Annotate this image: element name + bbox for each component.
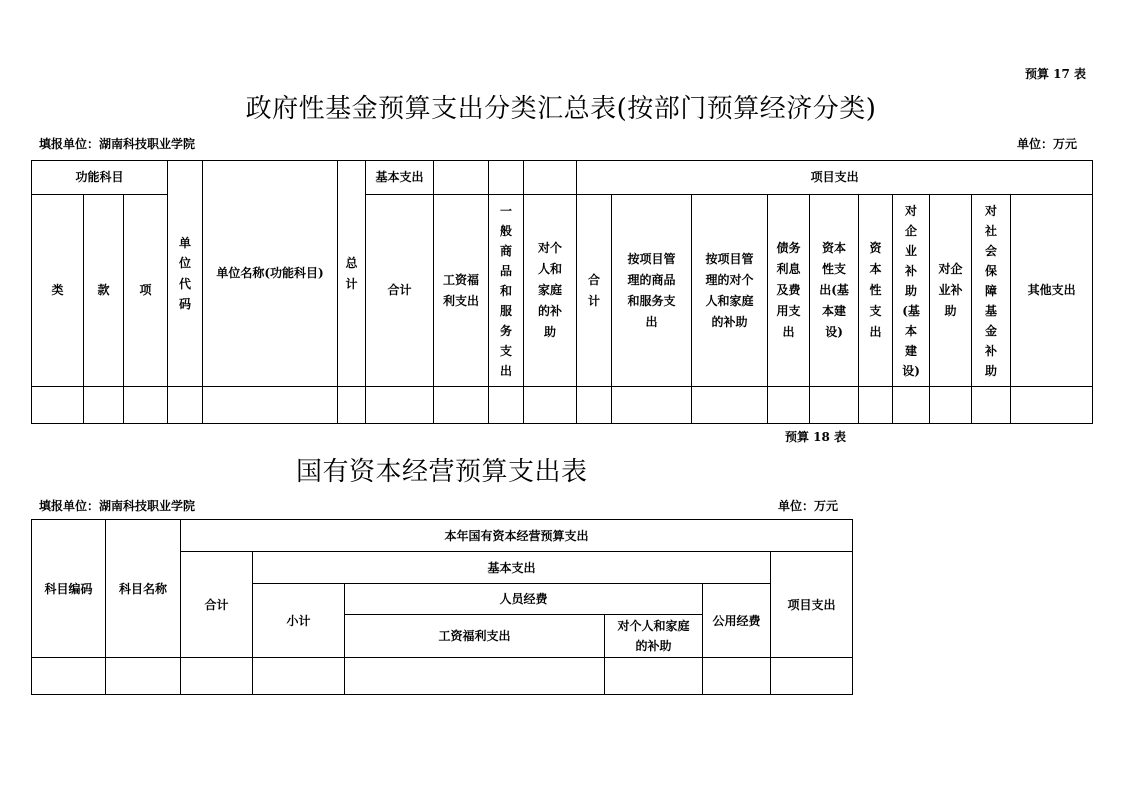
table-cell — [771, 658, 853, 695]
table-cell — [810, 387, 859, 424]
table-number-17: 预算 17 表 — [1025, 67, 1087, 81]
header-blank-3 — [524, 161, 577, 195]
header-lei: 类 — [32, 195, 84, 387]
header-subject-code: 科目编码 — [32, 520, 106, 658]
header-public: 公用经费 — [703, 584, 771, 658]
header-individual: 对个人和家庭 的补助 — [605, 615, 703, 658]
header-debt-interest: 债务 利息 及费 用支 出 — [768, 195, 810, 387]
header-blank-1 — [434, 161, 489, 195]
table-cell — [605, 658, 703, 695]
table-cell — [32, 387, 84, 424]
header-unit-name: 单位名称(功能科目) — [203, 161, 338, 387]
header-proj-total: 合 计 — [577, 195, 612, 387]
table-cell — [859, 387, 893, 424]
table-cell — [692, 387, 768, 424]
header-wages: 工资福 利支出 — [434, 195, 489, 387]
table-cell — [345, 658, 605, 695]
table-cell — [893, 387, 930, 424]
money-unit-18: 单位：万元 — [778, 499, 839, 513]
filler-unit-18: 填报单位：湖南科技职业学院 — [39, 499, 196, 513]
header-individual-subsidy: 对个 人和 家庭 的补 助 — [524, 195, 577, 387]
header-total: 总 计 — [338, 161, 366, 387]
table-cell — [703, 658, 771, 695]
header-project: 项目支出 — [577, 161, 1093, 195]
table-cell — [168, 387, 203, 424]
header-blank-2 — [489, 161, 524, 195]
header-goods-services: 一 般 商 品 和 服 务 支 出 — [489, 195, 524, 387]
table-cell — [84, 387, 124, 424]
header-social-security: 对 社 会 保 障 基 金 补 助 — [972, 195, 1011, 387]
state-capital-expenditure-table — [31, 519, 853, 695]
table-cell — [366, 387, 434, 424]
table-row — [32, 387, 1093, 424]
header-annual: 本年国有资本经营预算支出 — [181, 520, 853, 552]
table-cell — [489, 387, 524, 424]
table-cell — [434, 387, 489, 424]
header-basic: 基本支出 — [253, 552, 771, 584]
header-enterprise-construction: 对 企 业 补 助 (基 本 建 设) — [893, 195, 930, 387]
header-subject-name: 科目名称 — [106, 520, 181, 658]
table-title-17: 政府性基金预算支出分类汇总表(按部门预算经济分类) — [245, 94, 877, 124]
table-cell — [768, 387, 810, 424]
table-cell — [338, 387, 366, 424]
filler-unit-17: 填报单位：湖南科技职业学院 — [39, 137, 196, 151]
header-proj-goods: 按项目管 理的商品 和服务支 出 — [612, 195, 692, 387]
header-wages: 工资福利支出 — [345, 615, 605, 658]
header-capital: 资 本 性 支 出 — [859, 195, 893, 387]
table-cell — [203, 387, 338, 424]
table-cell — [577, 387, 612, 424]
fund-expenditure-table — [31, 160, 1093, 424]
header-kuan: 款 — [84, 195, 124, 387]
header-func-subject: 功能科目 — [32, 161, 168, 195]
header-proj-individual: 按项目管 理的对个 人和家庭 的补助 — [692, 195, 768, 387]
table-cell — [1011, 387, 1093, 424]
table-cell — [612, 387, 692, 424]
header-personnel: 人员经费 — [345, 584, 703, 615]
table-cell — [32, 658, 106, 695]
table-row — [32, 658, 853, 695]
table-cell — [106, 658, 181, 695]
header-capital-construction: 资本 性支 出(基 本建 设) — [810, 195, 859, 387]
header-other: 其他支出 — [1011, 195, 1093, 387]
table-cell — [181, 658, 253, 695]
money-unit-17: 单位：万元 — [1017, 137, 1078, 151]
table-cell — [972, 387, 1011, 424]
table-cell — [524, 387, 577, 424]
table-number-18: 预算 18 表 — [785, 430, 847, 444]
header-unit-code: 单 位 代 码 — [168, 161, 203, 387]
table-cell — [124, 387, 168, 424]
table-cell — [253, 658, 345, 695]
table-cell — [930, 387, 972, 424]
table-title-18: 国有资本经营预算支出表 — [296, 457, 588, 487]
header-enterprise: 对企 业补 助 — [930, 195, 972, 387]
header-basic: 基本支出 — [366, 161, 434, 195]
header-project: 项目支出 — [771, 552, 853, 658]
header-subtotal: 小计 — [253, 584, 345, 658]
header-xiang: 项 — [124, 195, 168, 387]
header-basic-total: 合计 — [366, 195, 434, 387]
header-total: 合计 — [181, 552, 253, 658]
